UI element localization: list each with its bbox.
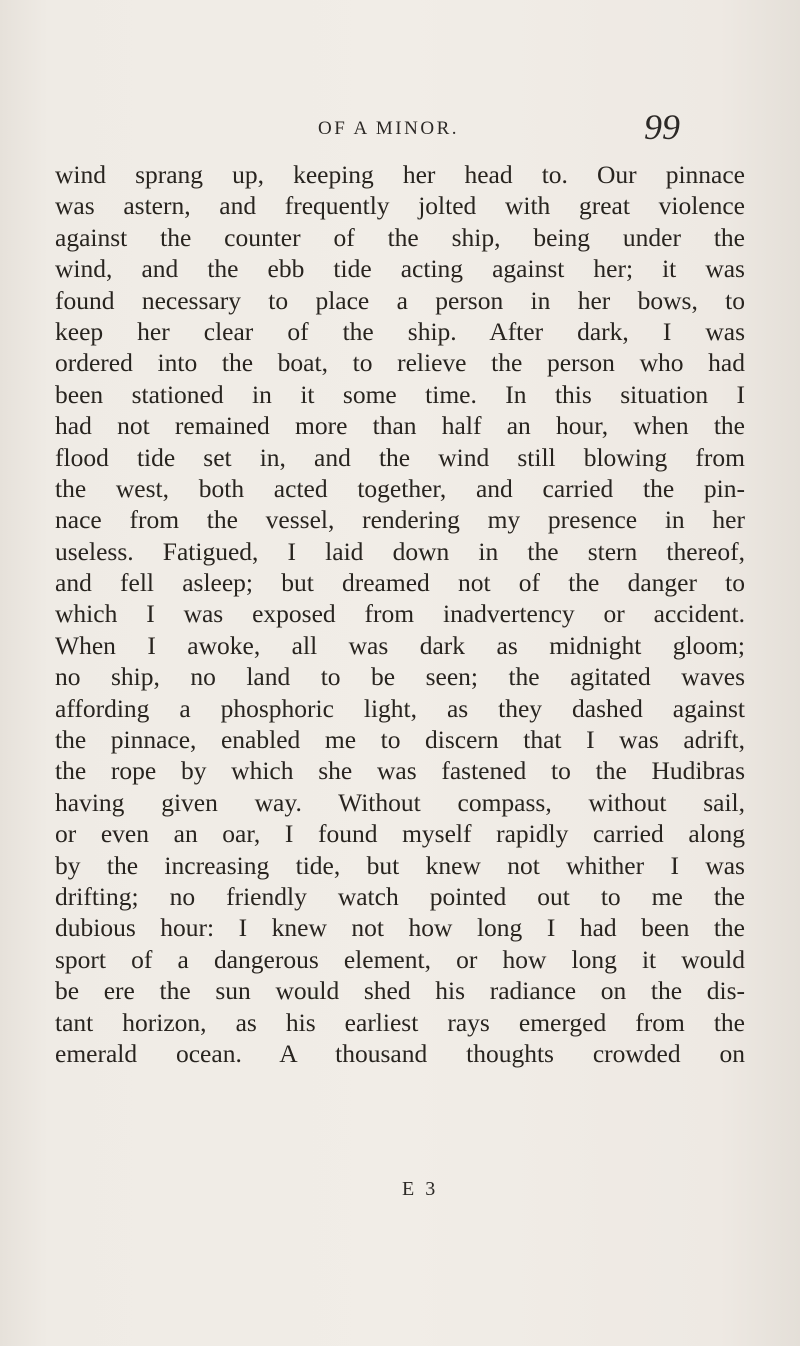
text-line: had not remained more than half an hour, when the <box>55 411 745 441</box>
text-line: the rope by which she was fastened to the Hudibras <box>55 756 745 786</box>
text-line: found necessary to place a person in her bows, to <box>55 285 745 315</box>
text-line: wind sprang up, keeping her head to. Our pinnace <box>55 160 745 189</box>
text-line: tant horizon, as his earliest rays emerged from the <box>55 1007 745 1037</box>
text-line: having given way. Without compass, without sail, <box>55 787 745 817</box>
text-line: When I awoke, all was dark as midnight gloom; <box>55 630 745 660</box>
text-line: ordered into the boat, to relieve the person who had <box>55 348 745 378</box>
body-text <box>55 159 745 1069</box>
text-line: which I was exposed from inadvertency or accident. <box>55 599 745 629</box>
text-line: drifting; no friendly watch pointed out to me the <box>55 881 745 911</box>
text-line: against the counter of the ship, being under the <box>55 222 745 252</box>
text-line: and fell asleep; but dreamed not of the danger to <box>55 568 745 598</box>
text-line: by the increasing tide, but knew not whither I was <box>55 850 745 880</box>
text-line: the west, both acted together, and carried the pin- <box>55 473 745 503</box>
text-line: wind, and the ebb tide acting against her; it was <box>55 254 745 284</box>
text-line: no ship, no land to be seen; the agitated waves <box>55 662 745 692</box>
text-line: or even an oar, I found myself rapidly carried along <box>55 819 745 849</box>
text-line: been stationed in it some time. In this situation I <box>55 379 745 409</box>
running-head <box>0 107 800 156</box>
text-line: keep her clear of the ship. After dark, I was <box>55 316 745 346</box>
signature-mark: E 3 <box>402 1178 439 1200</box>
page-number: 99 <box>644 107 680 147</box>
text-line: be ere the sun would shed his radiance on the dis- <box>55 976 745 1006</box>
text-line: dubious hour: I knew not how long I had been the <box>55 913 745 943</box>
text-line: useless. Fatigued, I laid down in the stern thereof, <box>55 536 745 566</box>
text-line: the pinnace, enabled me to discern that I was adrift, <box>55 725 745 755</box>
text-line: nace from the vessel, rendering my presence in her <box>55 505 745 535</box>
text-line: was astern, and frequently jolted with great violence <box>55 191 745 221</box>
text-line: flood tide set in, and the wind still blowing from <box>55 442 745 472</box>
running-title: OF A MINOR. <box>318 118 459 139</box>
text-line: affording a phosphoric light, as they dashed against <box>55 693 745 723</box>
text-line: emerald ocean. A thousand thoughts crowded on <box>55 1038 745 1068</box>
text-line: sport of a dangerous element, or how long it would <box>55 944 745 974</box>
